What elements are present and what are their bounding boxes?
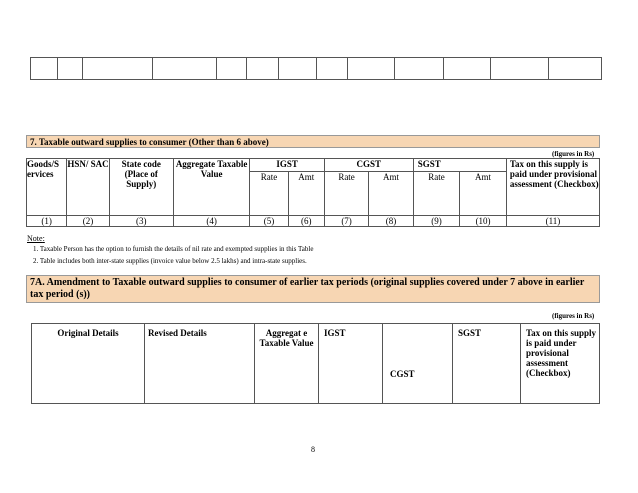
column-number: (7) (324, 216, 368, 227)
cgst-rate-header: Rate (324, 172, 368, 216)
column-number: (4) (173, 216, 250, 227)
aggregate-taxable-header: Aggregat e Taxable Value (255, 324, 319, 404)
sgst-header: SGST (413, 159, 506, 172)
igst-header: IGST (250, 159, 324, 172)
tax-provisional-header: Tax on this supply is paid under provisional assessment (Checkbox) (521, 324, 600, 404)
empty-cell (549, 58, 602, 80)
column-number: (3) (109, 216, 173, 227)
cgst-header: CGST (324, 159, 413, 172)
empty-cell (395, 58, 444, 80)
column-number: (6) (288, 216, 324, 227)
igst-amt-header: Amt (288, 172, 324, 216)
column-number: (8) (369, 216, 413, 227)
note-label: Note: (27, 234, 45, 243)
section7-table (26, 158, 600, 227)
empty-cell (279, 58, 317, 80)
empty-cell (317, 58, 348, 80)
empty-cell (58, 58, 83, 80)
cgst-header: CGST (383, 324, 453, 404)
section7a-table (31, 323, 600, 404)
sgst-header: SGST (453, 324, 521, 404)
column-number: (9) (413, 216, 460, 227)
section7-title-bar (26, 135, 600, 148)
sgst-rate-header: Rate (413, 172, 460, 216)
cgst-amt-header: Amt (369, 172, 413, 216)
empty-cell (217, 58, 247, 80)
goods-services-header: Goods/S ervices (27, 159, 67, 216)
empty-cell (153, 58, 217, 80)
sgst-amt-header: Amt (460, 172, 507, 216)
hsn-sac-header: HSN/ SAC (67, 159, 109, 216)
section7a-title: 7A. Amendment to Taxable outward supplies to consumer of earlier tax periods (original supplies covered under 7 above in earlier tax period (s)) (30, 277, 585, 300)
igst-header: IGST (319, 324, 383, 404)
empty-cell (348, 58, 395, 80)
section7-title: 7. Taxable outward supplies to consumer (Other than 6 above) (30, 137, 269, 147)
column-number: (2) (67, 216, 109, 227)
top-empty-table (30, 57, 602, 80)
column-number: (10) (460, 216, 507, 227)
igst-rate-header: Rate (250, 172, 288, 216)
empty-cell (31, 58, 58, 80)
empty-cell (444, 58, 491, 80)
tax-provisional-header: Tax on this supply is paid under provisional assessment (Checkbox) (506, 159, 599, 216)
state-code-header: State code (Place of Supply) (109, 159, 173, 216)
empty-cell (83, 58, 153, 80)
column-number: (1) (27, 216, 67, 227)
revised-details-header: Revised Details (145, 324, 255, 404)
column-number: (11) (506, 216, 599, 227)
empty-cell (247, 58, 279, 80)
page-number: 8 (311, 445, 315, 454)
column-number: (5) (250, 216, 288, 227)
empty-cell (491, 58, 549, 80)
note-item-1: 1. Taxable Person has the option to furnish the details of nil rate and exempted supplies in this Table (33, 245, 314, 253)
section7-figures-note: (figures in Rs) (552, 150, 595, 158)
column-number-row (27, 216, 600, 227)
aggregate-taxable-header: Aggregate Taxable Value (173, 159, 250, 216)
section7a-title-bar (26, 275, 600, 303)
note-item-2: 2. Table includes both inter-state supplies (invoice value below 2.5 lakhs) and intra-state supplies. (33, 257, 307, 265)
original-details-header: Original Details (32, 324, 145, 404)
section7a-figures-note: (figures in Rs) (552, 312, 595, 320)
